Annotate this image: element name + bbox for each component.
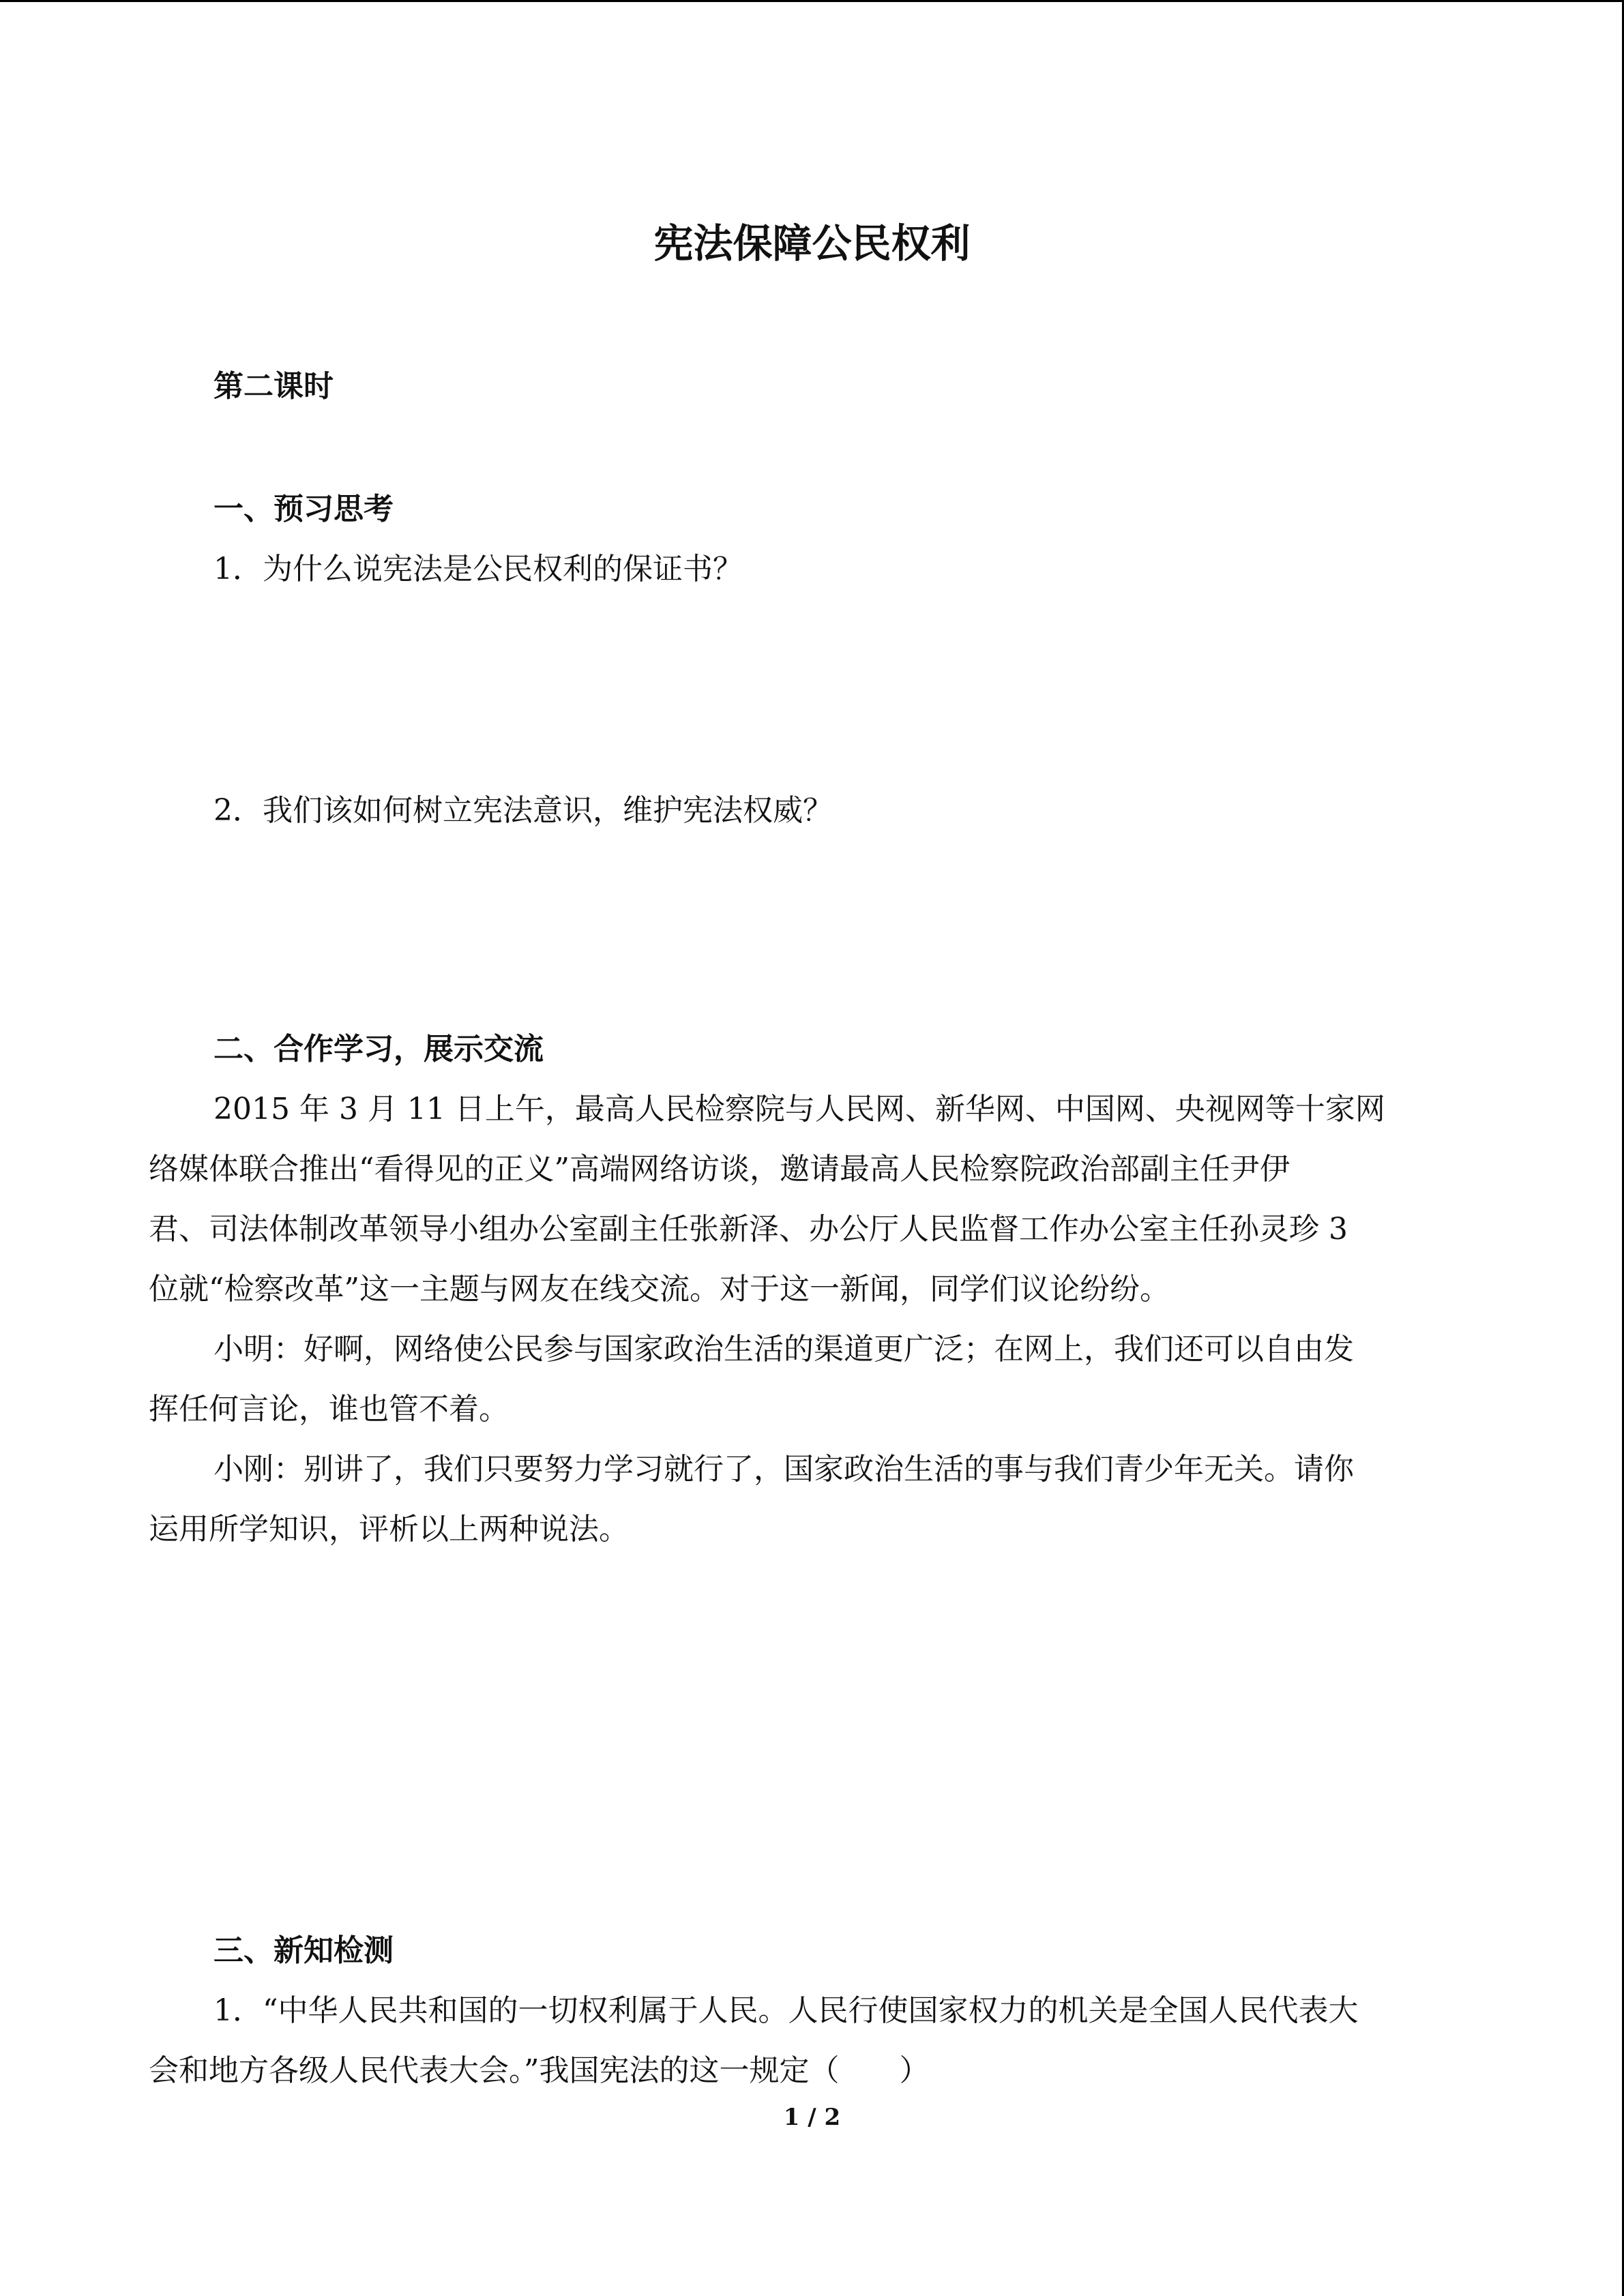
section3-question-line: 会和地方各级人民代表大会。”我国宪法的这一规定（ ） [149,2053,930,2088]
document-title: 宪法保障公民权利 [653,220,971,267]
xiaoming-statement-line: 挥任何言论，谁也管不着。 [149,1392,509,1427]
section2-heading: 二、合作学习，展示交流 [213,1032,544,1067]
page-number: 1 / 2 [783,2104,841,2131]
section2-paragraph-line: 2015 年 3 月 11 日上午，最高人民检察院与人民网、新华网、中国网、央视网等十家网 [213,1092,1385,1127]
section2-paragraph-line: 位就“检察改革”这一主题与网友在线交流。对于这一新闻，同学们议论纷纷。 [149,1272,1170,1307]
section1-question-1: 1．为什么说宪法是公民权利的保证书？ [213,552,743,586]
section1-question-2: 2．我们该如何树立宪法意识，维护宪法权威？ [213,793,833,828]
xiaoming-statement-line: 小明：好啊，网络使公民参与国家政治生活的渠道更广泛；在网上，我们还可以自由发 [213,1332,1354,1367]
section3-question-line: 1．“中华人民共和国的一切权利属于人民。人民行使国家权力的机关是全国人民代表大 [213,1993,1359,2028]
page-border-top [0,0,1624,2]
xiaogang-statement-line: 运用所学知识，评析以上两种说法。 [149,1512,629,1547]
section1-heading: 一、预习思考 [213,492,394,526]
section3-heading: 三、新知检测 [213,1933,394,1968]
xiaogang-statement-line: 小刚：别讲了，我们只要努力学习就行了，国家政治生活的事与我们青少年无关。请你 [213,1452,1354,1487]
section2-paragraph-line: 君、司法体制改革领导小组办公室副主任张新泽、办公厅人民监督工作办公室主任孙灵珍 3 [149,1212,1348,1247]
section2-paragraph-line: 络媒体联合推出“看得见的正义”高端网络访谈，邀请最高人民检察院政治部副主任尹伊 [149,1152,1290,1187]
lesson-label: 第二课时 [213,369,334,404]
